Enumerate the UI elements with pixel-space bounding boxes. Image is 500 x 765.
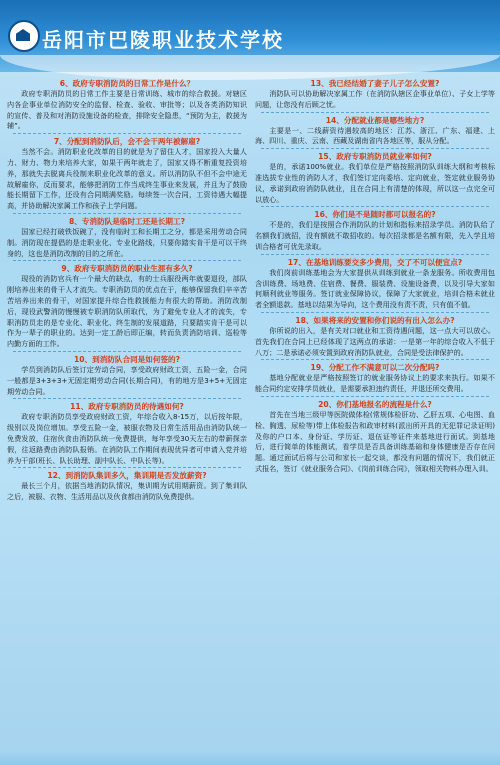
faq-answer: 主要是一、二线薪资待遇较高的地区：江苏、浙江、广东、福建、上海、四川、重庆、云南、西藏及湖南省内各地区等，服从分配。 <box>255 125 495 146</box>
faq-column-left <box>7 76 247 504</box>
faq-divider <box>13 398 241 399</box>
faq-question: 13、我已经结婚了妻子儿子怎么安置? <box>310 79 440 88</box>
faq-divider <box>261 312 489 313</box>
header-banner <box>0 0 500 72</box>
faq-column-right <box>255 76 495 476</box>
faq-answer: 我们岗前训练基地会为大家提供从训练到就业一条龙服务。所收费用包含训练费、场地费、住宿费、餐费、服装费、设施设备费，以及引导大家如何顺利就业等服务。签订就业保障协议，保障了大家就业，培训合格未就业者全额退款。基地以结果为导向，这个费用没有责不责，只有值不值。 <box>255 267 495 310</box>
faq-answer: 现役的消防官兵有一个最大的缺点，有的士兵服役两年就要退役，部队刚培养出来的骨干人才流失。专职消防员的优点在于，能够保留我们辛辛苦苦培养出来的骨干，对国家提升综合性救援能力有很大的帮助。消防改制后，现役武警消防慢慢被专职消防队所取代，为了避免专业人才的流失，专职消防员走的是专业化、职业化、终生制的发展道路，只要踏实肯干是可以作为一辈子的职业的。达到一定工龄后即正编，转而负责消防培训、巡检等内勤方面的工作。 <box>7 274 247 349</box>
faq-question: 10、到消防队合同是如何签的? <box>73 354 181 364</box>
faq-question: 8、专消防队是临时工还是长期工? <box>69 216 185 226</box>
faq-answer: 是的，承诺100%就业。我们单位是严格按照消防队训练大纲和考核标准选拔专业性的消防人才，我们签订定向委培、定向就业，签定就业服务协议，承诺到政府消防队就业，且在合同上有清楚的体现，所以这一点完全可以放心。 <box>255 162 495 204</box>
faq-answer: 国家已经打破铁饭碗了，没有临时工和长期工之分，都是采用劳动合同制。消防现在提倡的是走职业化、专业化路线，只要你踏实肯干是可以干终身的，这也是消防改制的目的之所在。 <box>7 226 247 258</box>
faq-divider <box>261 254 489 255</box>
faq-divider <box>13 133 241 134</box>
faq-divider <box>261 396 489 397</box>
faq-question: 9、政府专职消防员的职业生涯有多久? <box>61 264 193 274</box>
faq-divider <box>261 112 489 113</box>
faq-answer: 学员到消防队后签订定劳动合同，享受政府财政工资，五险一金，合同一般都是3+3+3+无固定期劳动合同(长期合同)，有的地方是3+5+无固定期劳动合同。 <box>7 364 247 396</box>
faq-question: 15、政府专职消防员就业率如何? <box>318 152 432 162</box>
faq-answer: 当然不会。消防职业化改革的目的就是为了留住人才，国家投入大量人力、财力、物力来培养大家，如果干两年就走了，国家又得不断重复投资培养，那就失去脱离兵役制来职业化改革的意义。所以消防队不但不会中途无故解雇你，反而要求，能够把消防工作当成终生事业来发展，并且为了鼓励能长期留下工作，还设有合同期满奖励。每续签一次合同，工资待遇大幅提高，并协助解决家属工作和孩子上学问题。 <box>7 147 247 211</box>
faq-divider <box>261 359 489 360</box>
faq-question: 7、分配到消防队后，会不会干两年被解雇? <box>53 137 201 147</box>
school-title: 岳阳市巴陵职业技术学校 <box>42 28 284 52</box>
faq-answer: 首先在当地三级甲等医院做体检(常规体检肝功、乙肝五项、心电图、血检、胸透、尿检等)带上体检报告和政审材料(派出所开具的无犯罪记录证明)及你的户口本、身份证、学历证、退伍证等证件来基地进行面试。到基地后，进行简单的体能测试，看学员是否具备训练基础和身体健康是否存在问题。通过面试后将与公司和家长一起交谈，都没有问题的情况下，我们就正式报名，签订《就业服务合同》、《岗前训练合同》，领取相关物料办理入训。 <box>255 409 495 473</box>
faq-question: 6、政府专职消防员的日常工作是什么？ <box>59 79 195 88</box>
faq-answer: 消防队可以协助解决家属工作（在消防队辖区企事业单位）、子女上学等问题，让您没有后顾之忧。 <box>255 89 495 109</box>
faq-divider <box>13 351 241 352</box>
faq-answer: 最长三个月，依据当地消防队情况，集训期为试用期薪资。到了集训队之后，被服、衣物、生活用品以及伙食都由消防队免费提供。 <box>7 481 247 502</box>
faq-divider <box>261 148 489 149</box>
footer-decoration <box>0 751 500 765</box>
faq-divider <box>13 260 241 261</box>
faq-question: 16、你们是不是随时都可以报名的? <box>314 210 436 220</box>
faq-divider <box>13 213 241 214</box>
faq-answer: 不是的，我们是按照合作消防队的计划和指标来招录学员。消防队给了名额我们就招，没有额就不敢招收的。每次招录都是名额有限，先入学且培训合格者可优先录取。 <box>255 220 495 251</box>
faq-question: 18、如果将来的安置和你们说的有出入怎么办? <box>295 315 455 325</box>
faq-divider <box>13 467 241 468</box>
faq-question: 20、你们基地报名的流程是什么? <box>318 399 432 409</box>
faq-question: 14、分配就业都是哪些地方? <box>325 115 425 125</box>
faq-answer: 基地分配就业是严格按照签订的就业服务协议上的要求来执行。如果不能合同约定安排学员就业，是需要承担违约责任，并退还所交费用。 <box>255 373 495 394</box>
faq-question: 12、到消防队集训多久，集训期是否发放薪资? <box>47 471 207 481</box>
faq-question: 17、在基地训练要交多少费用，交了不可以便宜点? <box>287 257 463 267</box>
faq-answer: 你所说的出入，是有关对口就业和工资待遇问题，这一点大可以放心。首先我们在合同上已经体现了这两点的承诺：一是第一年的综合收入不低于八万；二是承诺必须安置到政府消防队就业，合同是受法律保护的。 <box>255 325 495 357</box>
faq-divider <box>261 206 489 207</box>
faq-question: 11、政府专职消防员的待遇如何? <box>70 402 184 412</box>
faq-answer: 政府专职消防员的日常工作主要是日常训练、城市的综合救援。对辖区内各企事业单位消防安全的监督、检查、验收、审批等；以及各类消防知识的宣传、普及和对消防设施设备的检查，排除安全隐患，“预防为主，救援为辅”。 <box>7 89 247 131</box>
faq-answer: 政府专职消防员享受政府财政工资，年综合收入8-15万，以后按年限，级别以及岗位增加。享受五险一金，被服衣物及日常生活用品由消防队统一免费发放，住宿伙食由消防队统一免费提供，每年享受30天左右的带薪探亲假，往返路费由消防队报销。在消防队工作期间表现优异者可申请入党并培养为干部(班长、队长助理、副中队长、中队长等)。 <box>7 412 247 465</box>
school-logo-icon <box>8 20 40 52</box>
faq-question: 19、分配工作不满意可以二次分配吗? <box>310 363 440 373</box>
